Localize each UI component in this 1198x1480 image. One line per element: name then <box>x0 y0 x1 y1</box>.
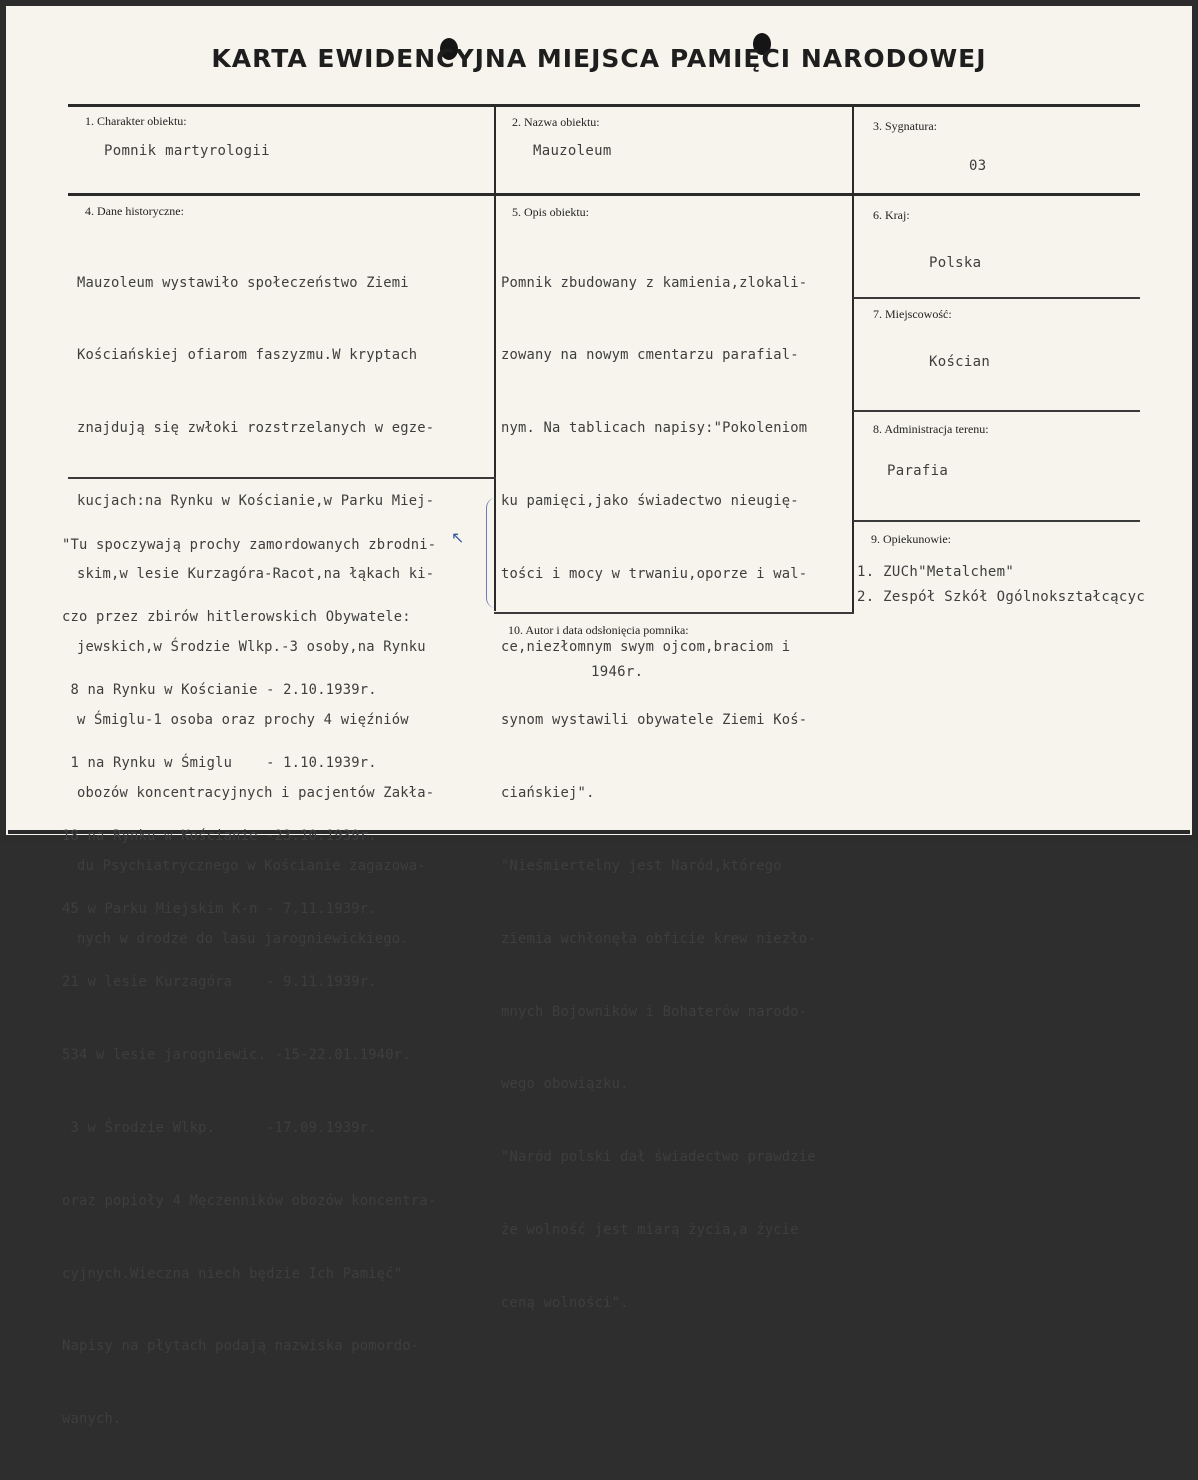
inscription-line: wanych. <box>62 1411 122 1428</box>
rule-kraj <box>853 297 1140 299</box>
history-line: nych w drodze do lasu jarogniewickiego. <box>77 930 409 947</box>
rule-miejscowosc <box>853 410 1140 412</box>
field-value-signature: 03 <box>969 158 987 174</box>
description-line: Pomnik zbudowany z kamienia,zlokali- <box>501 274 808 291</box>
inscription-line: 21 w lesie Kurzagóra - 9.11.1939r. <box>62 973 377 990</box>
field-label-character: 1. Charakter obiektu: <box>85 114 187 128</box>
inscription-line: 18 na Rynku w Kościanie -23.10.1939r. <box>62 828 377 845</box>
inscription-line: 534 w lesie jarogniewic. -15-22.01.1940r. <box>62 1046 411 1063</box>
caretaker-item: 1. ZUCh"Metalchem" <box>857 564 1015 580</box>
description-line: mnych Bojowników i Bohaterów narodo- <box>501 1003 808 1020</box>
description-line: "Nieśmiertelny jest Naród,którego <box>501 857 782 874</box>
description-line: wego obowiązku. <box>501 1076 629 1093</box>
history-line: kucjach:na Rynku w Kościanie,w Parku Miej- <box>77 493 435 510</box>
field-label-history: 4. Dane historyczne: <box>85 204 184 218</box>
rule-administracja <box>853 520 1140 522</box>
field-label-caretakers: 9. Opiekunowie: <box>871 532 951 546</box>
history-line: Kościańskiej ofiarom faszyzmu.W kryptach <box>77 347 418 364</box>
description-line: ziemia wchłonęła obficie krew niezło- <box>501 930 816 947</box>
history-line: skim,w lesie Kurzagóra-Racot,na łąkach ki- <box>77 566 435 583</box>
pencil-arrow-mark: ↖ <box>451 528 465 547</box>
inscription-line: cyjnych.Wieczna niech będzie Ich Pamięć" <box>62 1265 403 1282</box>
field-value-name: Mauzoleum <box>533 143 612 159</box>
history-line: Mauzoleum wystawiło społeczeństwo Ziemi <box>77 274 409 291</box>
history-line: du Psychiatrycznego w Kościanie zagazowa- <box>77 857 426 874</box>
field-label-name: 2. Nazwa obiektu: <box>512 115 600 129</box>
description-line: ceną wolności". <box>501 1295 629 1312</box>
inscription-text <box>62 484 436 1480</box>
description-line: "Naród polski dał świadectwo prawdzie <box>501 1149 816 1166</box>
description-line: synom wystawili obywatele Ziemi Koś- <box>501 711 808 728</box>
field-label-country: 6. Kraj: <box>873 208 910 222</box>
history-line: w Śmiglu-1 osoba oraz prochy 4 więźniów <box>77 711 409 728</box>
inscription-line: oraz popioły 4 Męczenników obozów koncentra- <box>62 1192 437 1209</box>
rule-row1 <box>68 193 1140 196</box>
history-line: jewskich,w Środzie Wlkp.-3 osoby,na Rynku <box>77 639 426 656</box>
description-line: zowany na nowym cmentarzu parafial- <box>501 347 799 364</box>
inscription-line: 8 na Rynku w Kościanie - 2.10.1939r. <box>62 682 377 699</box>
field-value-country: Polska <box>929 255 982 271</box>
card-title: KARTA EWIDENCYJNA MIEJSCA PAMIĘCI NARODOWEJ <box>211 44 987 73</box>
field-value-character: Pomnik martyrologii <box>104 143 270 159</box>
inscription-line: 1 na Rynku w Śmiglu - 1.10.1939r. <box>62 755 377 772</box>
description-line: ku pamięci,jako świadectwo nieugię- <box>501 493 799 510</box>
description-line: nym. Na tablicach napisy:"Pokoleniom <box>501 420 808 437</box>
field-value-administration: Parafia <box>887 463 949 479</box>
history-line: znajdują się zwłoki rozstrzelanych w egze- <box>77 420 435 437</box>
inscription-line: 3 w Środzie Wlkp. -17.09.1939r. <box>62 1119 377 1136</box>
inscription-line: "Tu spoczywają prochy zamordowanych zbrodni- <box>62 536 437 553</box>
field-value-author-date: 1946r. <box>591 664 644 680</box>
field-label-administration: 8. Administracja terenu: <box>873 422 989 436</box>
description-line: ce,niezłomnym swym ojcom,braciom i <box>501 639 791 656</box>
field-label-locality: 7. Miejscowość: <box>873 307 952 321</box>
history-line: obozów koncentracyjnych i pacjentów Zakła- <box>77 784 435 801</box>
description-text <box>501 222 816 1364</box>
field-value-locality: Kościan <box>929 354 991 370</box>
rule-top <box>68 104 1140 107</box>
inscription-line: czo przez zbirów hitlerowskich Obywatele: <box>62 609 411 626</box>
field-label-signature: 3. Sygnatura: <box>873 119 937 133</box>
caretaker-item: 2. Zespół Szkół Ogólnokształcącyc <box>857 589 1146 605</box>
field-label-description: 5. Opis obiektu: <box>512 205 589 219</box>
description-line: tości i mocy w trwaniu,oporze i wal- <box>501 566 808 583</box>
field-label-author-date: 10. Autor i data odsłonięcia pomnika: <box>508 623 689 637</box>
divider-col2 <box>852 104 854 614</box>
description-line: ciańskiej". <box>501 784 595 801</box>
description-line: że wolność jest miarą życia,a życie <box>501 1222 799 1239</box>
inscription-line: Napisy na płytach podają nazwiska pomordo- <box>62 1338 420 1355</box>
pencil-bracket-mark <box>486 498 499 608</box>
inscription-line: 45 w Parku Miejskim K-n - 7.11.1939r. <box>62 901 377 918</box>
